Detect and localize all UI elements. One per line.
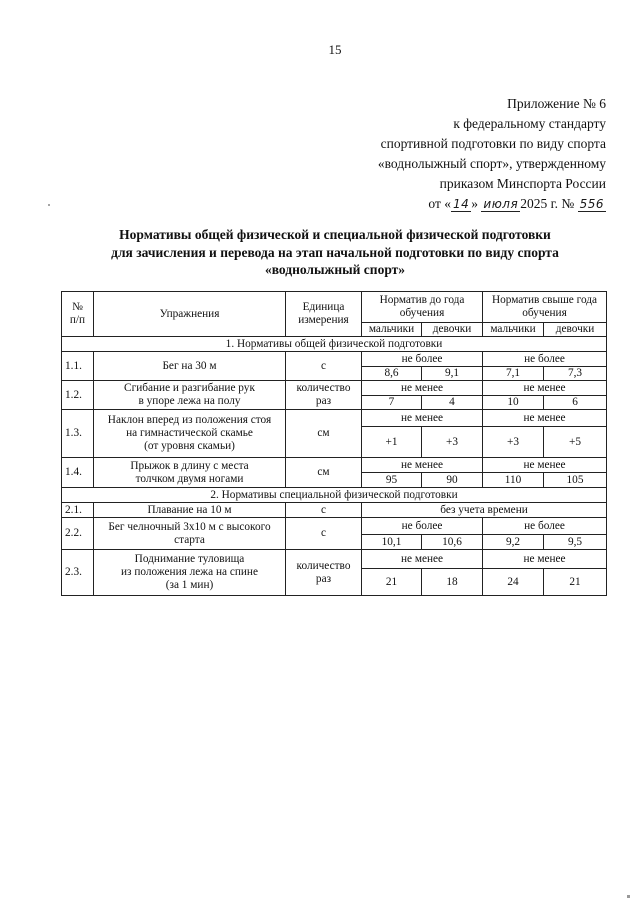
- header-row: [62, 292, 607, 323]
- value-boys-upto: 7: [362, 396, 422, 410]
- title-line: для зачисления и перевода на этап начальной подготовки по виду спорта: [111, 244, 559, 260]
- order-date-line: [286, 194, 606, 214]
- value-boys-upto: +1: [362, 427, 422, 458]
- value-boys-upto: 10,1: [362, 535, 422, 550]
- value-girls-upto: 9,1: [422, 367, 483, 381]
- row-condition-over: не менее: [483, 410, 607, 427]
- value-boys-over: 7,1: [483, 367, 544, 381]
- header-boys: мальчики: [483, 323, 544, 337]
- row-condition-upto: не менее: [362, 410, 483, 427]
- appendix-line: Приложение № 6: [507, 96, 606, 111]
- value-girls-upto: 90: [422, 473, 483, 488]
- appendix-line: к федеральному стандарту: [453, 116, 606, 131]
- handwritten-order-number: 556: [579, 197, 604, 211]
- row-exercise: Плавание на 10 м: [94, 503, 286, 518]
- header-girls: девочки: [422, 323, 483, 337]
- row-condition-upto: не менее: [362, 550, 483, 569]
- row-exercise: Наклон вперед из положения стоя на гимнастической скамье (от уровня скамьи): [94, 410, 286, 458]
- table-row: [62, 550, 607, 569]
- row-unit: количество раз: [286, 550, 362, 596]
- row-exercise: Бег на 30 м: [94, 352, 286, 381]
- row-condition-upto: не более: [362, 352, 483, 367]
- page-number: 15: [328, 42, 342, 57]
- appendix-line: спортивной подготовки по виду спорта: [380, 136, 606, 151]
- section-sfp: [62, 488, 607, 503]
- value-girls-over: 9,5: [544, 535, 607, 550]
- row-number: 2.2.: [62, 518, 94, 550]
- value-boys-over: 110: [483, 473, 544, 488]
- row-condition-over: не менее: [483, 458, 607, 473]
- row-unit: с: [286, 352, 362, 381]
- header-num: [62, 292, 94, 337]
- header-girls: девочки: [544, 323, 607, 337]
- row-condition-upto: не менее: [362, 458, 483, 473]
- value-girls-upto: +3: [422, 427, 483, 458]
- table-row: [62, 352, 607, 367]
- row-condition-upto: не более: [362, 518, 483, 535]
- value-girls-over: +5: [544, 427, 607, 458]
- header-boys: мальчики: [362, 323, 422, 337]
- value-girls-over: 6: [544, 396, 607, 410]
- row-condition-over: не более: [483, 352, 607, 367]
- header-exercise: Упражнения: [94, 292, 286, 337]
- row-number: 1.2.: [62, 381, 94, 410]
- header-norm-over: Норматив свыше года обучения: [483, 292, 607, 323]
- document-title: [40, 226, 630, 279]
- norms-table: [61, 291, 607, 596]
- row-number: 2.1.: [62, 503, 94, 518]
- row-unit: с: [286, 503, 362, 518]
- value-girls-over: 105: [544, 473, 607, 488]
- row-exercise: Сгибание и разгибание рук в упоре лежа на полу: [94, 381, 286, 410]
- table-row: [62, 503, 607, 518]
- appendix-block: [286, 94, 606, 214]
- value-boys-upto: 21: [362, 569, 422, 596]
- section-ofp-title: 1. Нормативы общей физической подготовки: [62, 337, 607, 352]
- value-boys-over: +3: [483, 427, 544, 458]
- row-number: 1.3.: [62, 410, 94, 458]
- value-boys-over: 10: [483, 396, 544, 410]
- row-exercise: Прыжок в длину с места толчком двумя ногами: [94, 458, 286, 488]
- appendix-line: «воднолыжный спорт», утвержденному: [377, 156, 606, 171]
- row-number: 2.3.: [62, 550, 94, 596]
- table-row: [62, 410, 607, 427]
- value-girls-upto: 18: [422, 569, 483, 596]
- value-boys-upto: 95: [362, 473, 422, 488]
- value-boys-over: 9,2: [483, 535, 544, 550]
- row-exercise: Поднимание туловища из положения лежа на спине (за 1 мин): [94, 550, 286, 596]
- row-condition-upto: не менее: [362, 381, 483, 396]
- value-girls-upto: 4: [422, 396, 483, 410]
- margin-mark: [48, 204, 50, 206]
- handwritten-day: 14: [452, 197, 470, 211]
- row-number: 1.4.: [62, 458, 94, 488]
- row-number: 1.1.: [62, 352, 94, 381]
- value-girls-over: 7,3: [544, 367, 607, 381]
- table-row: [62, 518, 607, 535]
- year-suffix: 2025 г. №: [520, 196, 575, 211]
- row-condition-over: не более: [483, 518, 607, 535]
- row-condition-over: не менее: [483, 381, 607, 396]
- edge-mark: [627, 895, 630, 898]
- header-unit: Единица измерения: [286, 292, 362, 337]
- row-unit: с: [286, 518, 362, 550]
- appendix-line: приказом Минспорта России: [439, 176, 606, 191]
- section-ofp: [62, 337, 607, 352]
- table-row: [62, 458, 607, 473]
- title-line: «воднолыжный спорт»: [264, 262, 406, 277]
- header-norm-upto: Норматив до года обучения: [362, 292, 483, 323]
- row-exercise: Бег челночный 3х10 м с высокого старта: [94, 518, 286, 550]
- row-norm-full: без учета времени: [362, 503, 607, 518]
- section-sfp-title: 2. Нормативы специальной физической подготовки: [62, 488, 607, 503]
- date-mid: »: [471, 196, 479, 211]
- row-unit: количество раз: [286, 381, 362, 410]
- date-prefix: от «: [428, 196, 451, 211]
- header-num-text: № п/п: [69, 301, 86, 326]
- row-condition-over: не менее: [483, 550, 607, 569]
- row-unit: см: [286, 410, 362, 458]
- row-unit: см: [286, 458, 362, 488]
- table-row: [62, 381, 607, 396]
- title-line: Нормативы общей физической и специальной физической подготовки: [119, 227, 551, 242]
- value-boys-over: 24: [483, 569, 544, 596]
- value-girls-over: 21: [544, 569, 607, 596]
- handwritten-month: июля: [483, 197, 519, 211]
- value-boys-upto: 8,6: [362, 367, 422, 381]
- value-girls-upto: 10,6: [422, 535, 483, 550]
